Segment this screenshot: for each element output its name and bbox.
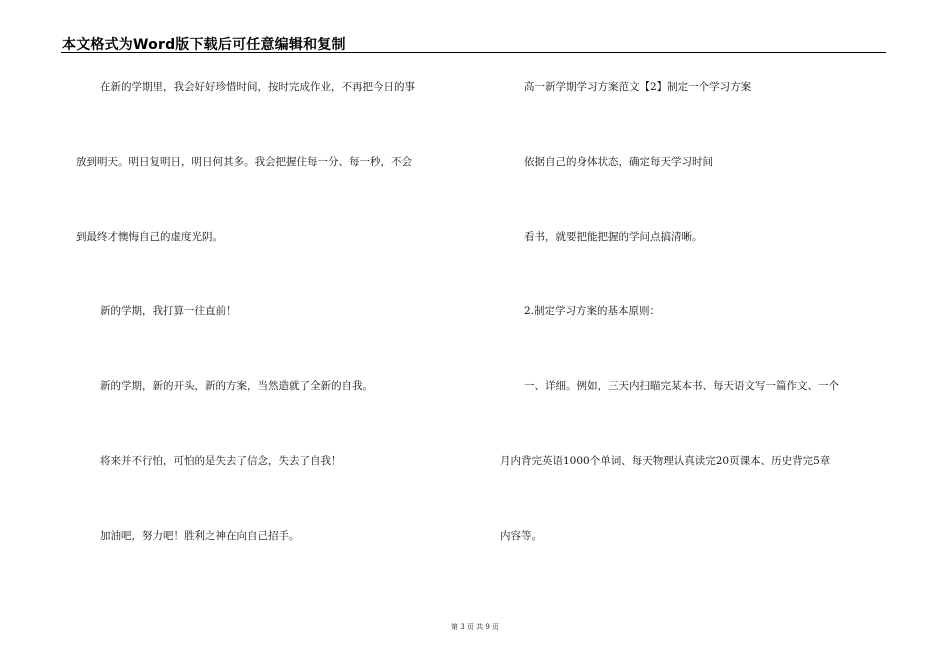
paragraph-line: 看书，就要把能把握的学问点搞清晰。 [524,231,703,243]
paragraph-line: 在新的学期里，我会好好珍惜时间，按时完成作业，不再把今日的事 [100,81,415,93]
paragraph-line: 新的学期，新的开头，新的方案，当然造就了全新的自我。 [100,380,373,392]
paragraph-line: 到最终才懊悔自己的虚度光阴。 [76,231,223,243]
paragraph-line: 放到明天。明日复明日，明日何其多。我会把握住每一分、每一秒，不会 [76,156,412,168]
paragraph-line: 将来并不行怕，可怕的是失去了信念，失去了自我！ [100,455,342,467]
paragraph-line: 加油吧，努力吧！胜利之神在向自己招手。 [100,530,300,542]
paragraph-line: 依据自己的身体状态，确定每天学习时间 [524,156,713,168]
document-header-title: 本文格式为Word版下载后可任意编辑和复制 [62,37,346,53]
paragraph-line: 月内背完英语1000个单词、每天物理认真读完20页课本、历史背完5章 [500,455,831,467]
page-number-footer: 第 3 页 共 9 页 [450,623,500,631]
paragraph-line: 高一新学期学习方案范文【2】制定一个学习方案 [524,81,752,93]
paragraph-line: 一、详细。例如，三天内扫瞄完某本书、每天语文写一篇作文、一个 [524,380,839,392]
paragraph-line: 内容等。 [500,530,542,542]
paragraph-line: 2.制定学习方案的基本原则： [524,305,661,317]
paragraph-line: 新的学期，我打算一往直前！ [100,305,237,317]
header-divider [61,52,886,53]
